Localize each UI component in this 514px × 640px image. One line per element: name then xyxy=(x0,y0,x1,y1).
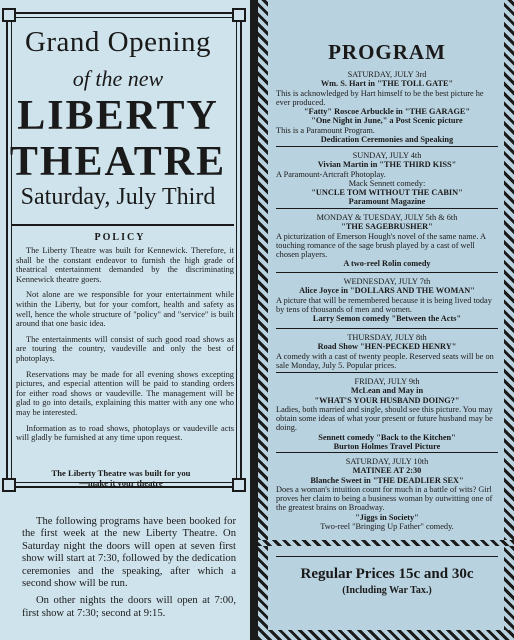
prices-line: Regular Prices 15c and 30c xyxy=(300,566,474,582)
program-rule xyxy=(276,372,498,373)
entry-feature: Wm. S. Hart in "THE TOLL GATE" xyxy=(320,79,454,89)
policy-paragraph: The Liberty Theatre was built for Kennewick. Therefore, it shall be the constant endeavor to furnish the high grade of theatrical entertainment demanded by the discriminating Kennewick theatre goers. xyxy=(16,246,234,284)
policy-paragraph: Information as to road shows, photoplays or vaudeville acts will gladly be furnished at any time upon request. xyxy=(16,423,234,443)
entry-line: Paramount Magazine xyxy=(348,197,426,207)
program-rule xyxy=(276,452,498,453)
prices-tax-note: (Including War Tax.) xyxy=(342,585,432,596)
program-heading: PROGRAM xyxy=(328,40,446,64)
entry-line: Sennett comedy "Back to the Kitchen" xyxy=(318,432,456,442)
headline-of-the-new: of the new xyxy=(72,66,164,91)
program-entry xyxy=(276,333,498,370)
entry-date: FRIDAY, JULY 9th xyxy=(354,377,420,386)
corner-ornament-icon xyxy=(232,8,246,22)
entry-line: Mack Sennett comedy: xyxy=(348,178,426,188)
corner-ornament-icon xyxy=(232,478,246,492)
policy-closing xyxy=(16,468,226,488)
headline-rule xyxy=(12,224,234,226)
policy-paragraph: Reservations may be made for all evening shows excepting pictures, and especial attention will be paid to standing orders for either road shows or vaudeville. The management will be glad to go into details, explaining this matter with any one who may be interested. xyxy=(16,369,234,417)
entry-line: "UNCLE TOM WITHOUT THE CABIN" xyxy=(311,188,463,198)
entry-line: Larry Semon comedy "Between the Acts" xyxy=(312,314,462,324)
program-rule xyxy=(276,328,498,329)
entry-line: Two-reel "Bringing Up Father" comedy. xyxy=(320,522,454,532)
column-divider xyxy=(250,0,258,640)
headline-liberty: LIBERTY xyxy=(17,93,219,139)
entry-line: A picture that will be remembered because it is being lived today by tens of thousands of men and women. xyxy=(276,295,492,314)
entry-feature: MATINEE AT 2:30 xyxy=(352,466,422,476)
entry-feature: Road Show "HEN-PECKED HENRY" xyxy=(317,342,457,352)
headline-date: Saturday, July Third xyxy=(20,184,216,210)
entry-date: SATURDAY, JULY 10th xyxy=(345,457,429,466)
entry-feature: Vivian Martin in "THE THIRD KISS" xyxy=(317,160,457,170)
prices-notice xyxy=(276,566,498,596)
entry-line: "One Night in June," a Post Scenic picture xyxy=(311,116,463,126)
program-entry xyxy=(276,70,498,144)
entry-line: Ladies, both married and single, should see this picture. You may obtain some ideas of what your present or future husband may be doing. xyxy=(276,404,493,433)
headline-grand-opening: Grand Opening xyxy=(24,26,212,58)
entry-date: SUNDAY, JULY 4th xyxy=(352,151,422,160)
policy-paragraph: The entertainments will consist of such good road shows as are touring the country, vaudeville and only the best of photoplays. xyxy=(16,334,234,363)
entry-line: A two-reel Rolin comedy xyxy=(343,259,431,269)
program-rule xyxy=(276,272,498,273)
program-entry xyxy=(276,213,498,269)
policy-closing-line: The Liberty Theatre was built for you xyxy=(51,468,191,478)
entry-line: "Fatty" Roscoe Arbuckle in "THE GARAGE" xyxy=(303,107,471,117)
program-rule xyxy=(276,146,498,147)
entry-line: A comedy with a cast of twenty people. Reserved seats will be on sale Monday, July 5. Popular prices. xyxy=(276,351,494,370)
entry-line: A picturization of Emerson Hough's novel of the same name. A touching romance of the sage brush played by a cast of well chosen players. xyxy=(276,231,486,260)
program-entry xyxy=(276,457,498,531)
entry-line: "WHAT'S YOUR HUSBAND DOING?" xyxy=(314,395,460,405)
entry-line: This is a Paramount Program. xyxy=(276,125,375,135)
entry-line: Burton Holmes Travel Picture xyxy=(333,442,441,452)
policy-body xyxy=(16,246,234,449)
entry-line: This is acknowledged by Hart himself to be the best picture he ever produced. xyxy=(276,88,484,107)
program-entry xyxy=(276,151,498,207)
program-entry xyxy=(276,277,498,323)
policy-heading: POLICY xyxy=(94,232,146,243)
program-rule xyxy=(276,208,498,209)
announcement-column xyxy=(0,0,250,640)
policy-paragraph: Not alone are we responsible for your entertainment while within the Liberty, but for your comfort, health and safety as well, hence the whole structure of "policy" and "service" is built around that one basic idea. xyxy=(16,290,234,329)
entry-date: SATURDAY, JULY 3rd xyxy=(347,70,427,79)
program-column xyxy=(258,0,514,640)
entry-date: THURSDAY, JULY 8th xyxy=(347,333,427,342)
entry-date: WEDNESDAY, JULY 7th xyxy=(343,277,431,286)
schedule-notice xyxy=(22,516,236,625)
decorative-border xyxy=(258,540,514,546)
entry-line: A Paramount-Artcraft Photoplay. xyxy=(276,169,386,179)
entry-line: Dedication Ceremonies and Speaking xyxy=(320,135,454,145)
entry-feature: McLean and May in xyxy=(350,386,424,396)
entry-line: Does a woman's intuition count for much in a battle of wits? Girl proves her claim to being a business woman by outwitting one of the greatest brains on Broadway. xyxy=(276,484,493,513)
corner-ornament-icon xyxy=(2,478,16,492)
entry-feature: "THE SAGEBRUSHER" xyxy=(341,222,433,232)
entry-line: "Jiggs in Society" xyxy=(355,512,419,522)
entry-date: MONDAY & TUESDAY, JULY 5th & 6th xyxy=(316,213,458,222)
policy-closing-line: —make it your theatre xyxy=(79,478,163,488)
program-entry xyxy=(276,377,498,451)
headline-theatre: THEATRE xyxy=(9,139,227,185)
entry-line: Blanche Sweet in "THE DEADLIER SEX" xyxy=(310,475,464,485)
schedule-paragraph: The following programs have been booked for the first week at the new Liberty Theatre. On Saturday night the doors will open at seven first show will start at 7:30, followed by the dedication ceremonies and the speaking, after which a second show will be run. xyxy=(22,516,236,590)
entry-feature: Alice Joyce in "DOLLARS AND THE WOMAN" xyxy=(299,286,475,296)
schedule-paragraph: On other nights the doors will open at 7:00, first show at 7:30; second at 9:15. xyxy=(22,595,236,619)
corner-ornament-icon xyxy=(2,8,16,22)
decorative-border xyxy=(258,630,514,640)
program-rule xyxy=(276,556,498,557)
